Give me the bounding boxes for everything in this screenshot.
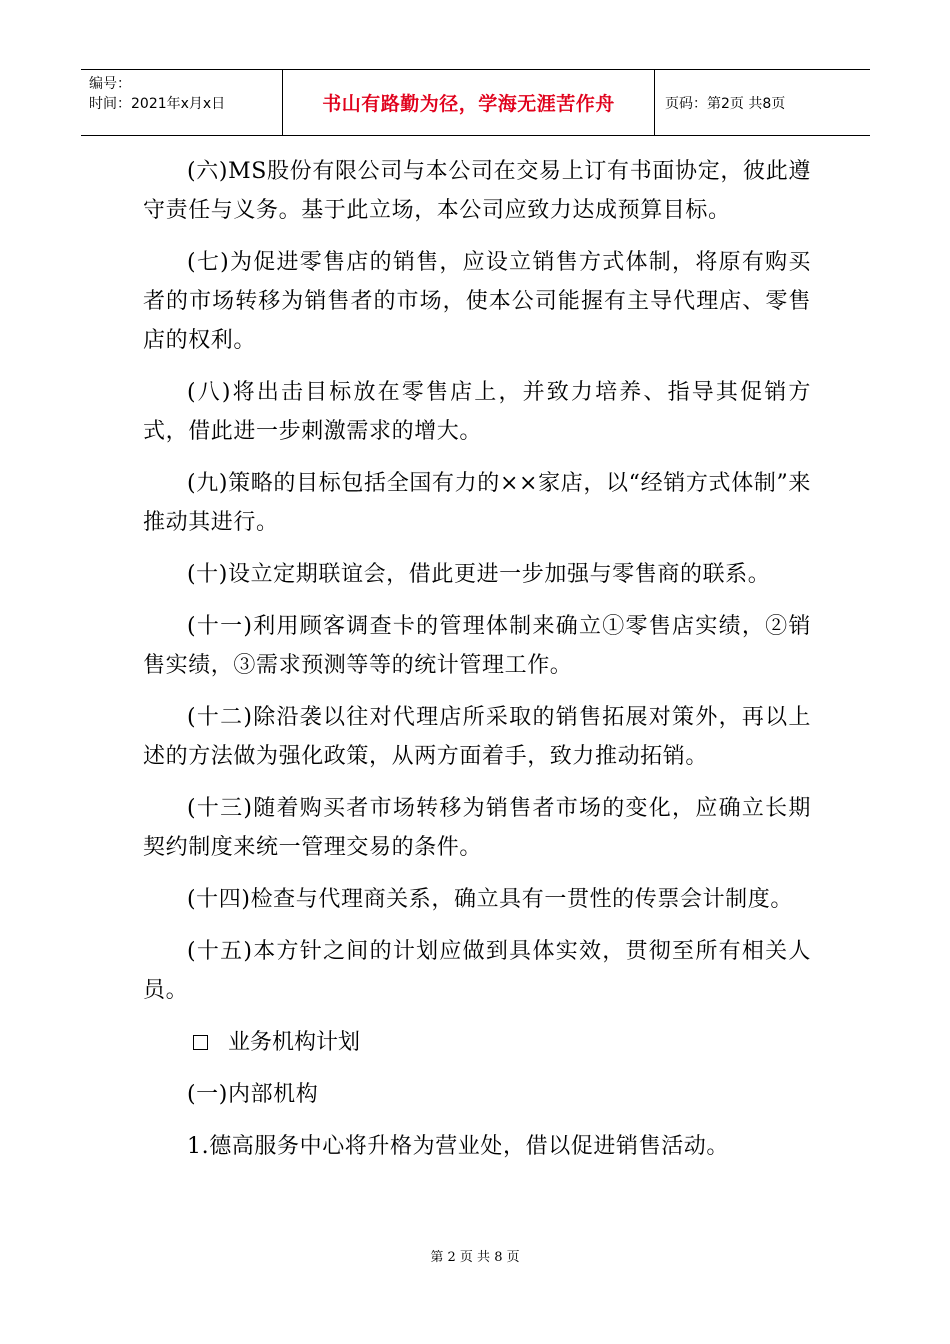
- paragraph-8: (八)将出击目标放在零售店上，并致力培养、指导其促销方式，借此进一步刺激需求的增大。: [143, 380, 811, 444]
- document-number-label: 编号：: [89, 76, 131, 92]
- header-page-cell: [655, 70, 870, 135]
- document-body: [143, 152, 811, 1179]
- section-heading: [143, 1023, 811, 1062]
- paragraph-10: (十)设立定期联谊会，借此更进一步加强与零售商的联系。: [187, 562, 771, 587]
- paragraph-11: (十一)利用顾客调查卡的管理体制来确立①零售店实绩，②销售实绩，③需求预测等等的统计管理工作。: [143, 614, 811, 678]
- paragraph-7: (七)为促进零售店的销售，应设立销售方式体制，将原有购买者的市场转移为销售者的市场，使本公司能握有主导代理店、零售店的权利。: [143, 250, 811, 353]
- page-footer: 第 2 页 共 8 页: [430, 1250, 520, 1265]
- page-header: [81, 69, 870, 136]
- paragraph-13: (十三)随着购买者市场转移为销售者市场的变化，应确立长期契约制度来统一管理交易的条件。: [143, 796, 811, 860]
- paragraph-9: (九)策略的目标包括全国有力的××家店，以“经销方式体制”来推动其进行。: [143, 471, 811, 535]
- document-time-label: 时间：2021年x月x日: [89, 96, 226, 112]
- paragraph-15: (十五)本方针之间的计划应做到具体实效，贯彻至所有相关人员。: [143, 939, 811, 1003]
- paragraph-6: (六)MS股份有限公司与本公司在交易上订有书面协定，彼此遵守责任与义务。基于此立场，本公司应致力达成预算目标。: [143, 159, 811, 223]
- checkbox-icon: [193, 1035, 208, 1050]
- header-motto-cell: [283, 70, 655, 135]
- header-page-number: 页码：第2页 共8页: [665, 95, 786, 112]
- paragraph-12: (十二)除沿袭以往对代理店所采取的销售拓展对策外，再以上述的方法做为强化政策，从两方面着手，致力推动拓销。: [143, 705, 811, 769]
- section-title: 业务机构计划: [228, 1030, 361, 1055]
- list-item-1: 1.德高服务中心将升格为营业处，借以促进销售活动。: [187, 1134, 729, 1159]
- paragraph-14: (十四)检查与代理商关系，确立具有一贯性的传票会计制度。: [187, 887, 793, 912]
- sub-heading-internal: (一)内部机构: [187, 1082, 319, 1107]
- header-motto: 书山有路勤为径，学海无涯苦作舟: [322, 93, 615, 115]
- header-meta: [81, 70, 283, 135]
